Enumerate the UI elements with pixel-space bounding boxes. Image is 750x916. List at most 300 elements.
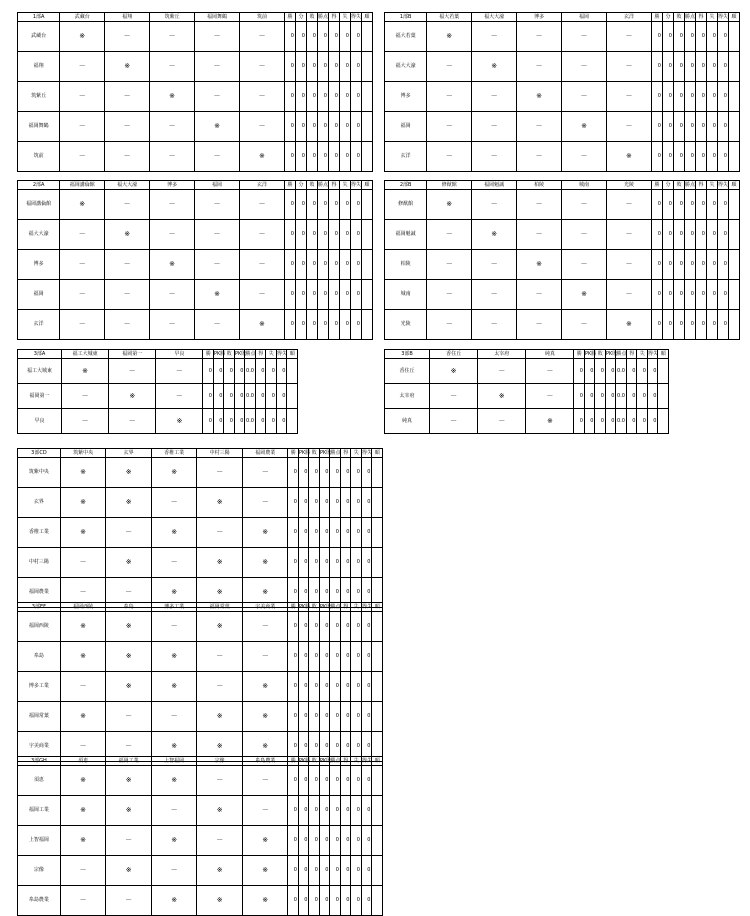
stat-cell: 0 <box>662 280 673 310</box>
stat-cell: 0 <box>684 310 695 340</box>
stat-cell: 0 <box>213 359 224 384</box>
stat-cell: 0 <box>309 796 320 826</box>
stat-cell: 0 <box>255 359 266 384</box>
match-cell: ※ <box>151 458 197 488</box>
match-cell: － <box>197 642 243 672</box>
stat-cell <box>361 280 372 310</box>
stat-cell: 0 <box>706 190 717 220</box>
match-cell: ※ <box>427 22 472 52</box>
match-cell: ※ <box>197 886 243 916</box>
stat-cell: 0 <box>284 190 295 220</box>
stat-cell: 0 <box>662 220 673 250</box>
standings-table-t3a <box>17 349 298 434</box>
match-cell: － <box>517 112 562 142</box>
table-row <box>18 142 373 172</box>
match-cell: ※ <box>151 886 197 916</box>
stat-cell: 0 <box>706 250 717 280</box>
match-cell: ※ <box>526 409 574 434</box>
stat-cell: 0.0 <box>245 359 256 384</box>
stat-cell: 0 <box>284 250 295 280</box>
team-row-label: 博多工業 <box>18 672 61 702</box>
match-cell: － <box>517 280 562 310</box>
match-cell: ※ <box>106 548 152 578</box>
stat-cell: 0 <box>203 384 214 409</box>
stat-cell <box>728 82 739 112</box>
stat-column-header: PK勝 <box>298 603 311 610</box>
stat-cell: 0 <box>306 142 317 172</box>
team-row-label: 光陵 <box>385 310 427 340</box>
team-column-header: 城南 <box>562 181 607 190</box>
match-cell: － <box>427 310 472 340</box>
match-cell: ※ <box>106 766 152 796</box>
stat-cell: 0 <box>340 856 351 886</box>
table-row <box>18 826 383 856</box>
team-column-header: 柏陵 <box>517 181 562 190</box>
stat-column-header: 敗 <box>309 449 320 458</box>
match-cell: － <box>427 142 472 172</box>
match-cell: ※ <box>430 359 478 384</box>
match-cell: － <box>197 458 243 488</box>
match-cell: － <box>195 52 240 82</box>
stat-cell: 0 <box>319 796 330 826</box>
table-row <box>385 112 740 142</box>
match-cell: － <box>109 409 156 434</box>
stat-cell: 0 <box>651 142 662 172</box>
match-cell: ※ <box>151 732 197 762</box>
stat-cell: 0 <box>351 766 362 796</box>
match-cell: － <box>151 548 197 578</box>
stat-cell <box>287 384 298 409</box>
stat-cell: 0 <box>319 548 330 578</box>
stat-cell: 0 <box>361 856 372 886</box>
match-cell: ※ <box>607 310 652 340</box>
match-cell: － <box>240 250 285 280</box>
stat-cell: 0 <box>673 310 684 340</box>
match-cell: － <box>517 190 562 220</box>
stat-cell <box>361 112 372 142</box>
team-column-header: 博多 <box>517 13 562 22</box>
stat-cell: 0 <box>330 612 341 642</box>
stat-cell: 0 <box>706 112 717 142</box>
stat-cell <box>361 190 372 220</box>
stat-cell: 0 <box>361 548 372 578</box>
match-cell: － <box>427 250 472 280</box>
team-row-label: 玄界 <box>18 488 61 518</box>
match-cell: ※ <box>60 488 106 518</box>
stat-cell <box>728 250 739 280</box>
team-column-header: 福岡農業 <box>242 449 288 458</box>
table-row <box>18 548 383 578</box>
stat-cell: 0 <box>319 612 330 642</box>
stat-cell: 0 <box>309 672 320 702</box>
table-row <box>385 250 740 280</box>
match-cell: － <box>240 112 285 142</box>
table-row <box>18 612 383 642</box>
stat-cell: 0 <box>234 384 245 409</box>
stat-cell: 0 <box>298 612 309 642</box>
team-column-header: 福岡 <box>562 13 607 22</box>
match-cell: － <box>427 82 472 112</box>
stat-column-header: 順 <box>728 181 739 190</box>
stat-column-header: 分 <box>662 13 673 22</box>
stat-cell: 0 <box>319 518 330 548</box>
stat-cell: 0.0 <box>616 409 627 434</box>
match-cell: ※ <box>242 518 288 548</box>
stat-cell: 0 <box>684 190 695 220</box>
team-row-label: 宗像 <box>18 856 61 886</box>
table-row <box>18 220 373 250</box>
stat-cell <box>372 612 383 642</box>
stat-column-header: 分 <box>662 181 673 190</box>
match-cell: － <box>427 52 472 82</box>
stat-column-header: 得 <box>695 181 706 190</box>
stat-cell: 0 <box>662 190 673 220</box>
table-row <box>385 142 740 172</box>
team-row-label: 上智福岡 <box>18 826 61 856</box>
match-cell: － <box>62 409 109 434</box>
match-cell: － <box>105 250 150 280</box>
team-row-label: 中村三陽 <box>18 548 61 578</box>
stat-cell: 0 <box>319 672 330 702</box>
match-cell: ※ <box>60 518 106 548</box>
stat-cell: 0 <box>317 250 328 280</box>
stat-cell: 0 <box>339 142 350 172</box>
stat-cell: 0 <box>684 22 695 52</box>
stat-column-header: 勝点 <box>684 181 695 188</box>
team-row-label: 福岡工業 <box>18 796 61 826</box>
team-row-label: 筑前 <box>18 142 60 172</box>
stat-column-header: 得失 <box>361 757 372 764</box>
stat-cell: 0 <box>284 220 295 250</box>
stat-column-header: 勝点 <box>317 13 328 20</box>
team-column-header: 福岡 <box>195 181 240 190</box>
match-cell: ※ <box>607 142 652 172</box>
match-cell: ※ <box>106 796 152 826</box>
team-row-label: 福岡魁誠 <box>385 220 427 250</box>
stat-cell: 0 <box>306 190 317 220</box>
stat-cell <box>361 52 372 82</box>
stat-cell: 0 <box>673 52 684 82</box>
stat-cell: 0 <box>224 384 235 409</box>
stat-cell: 0 <box>684 142 695 172</box>
stat-cell <box>372 642 383 672</box>
stat-cell: 0 <box>361 458 372 488</box>
stat-cell: 0 <box>351 702 362 732</box>
stat-cell: 0 <box>298 642 309 672</box>
stat-cell: 0 <box>266 409 277 434</box>
match-cell: － <box>151 796 197 826</box>
stat-cell: 0 <box>288 886 299 916</box>
stat-cell: 0 <box>295 22 306 52</box>
stat-cell: 0 <box>673 220 684 250</box>
match-cell: － <box>195 250 240 280</box>
stat-cell: 0 <box>351 488 362 518</box>
stat-cell: 0 <box>328 142 339 172</box>
stat-cell: 0 <box>295 82 306 112</box>
table-row <box>18 488 383 518</box>
stat-cell: 0 <box>361 488 372 518</box>
match-cell: － <box>109 359 156 384</box>
match-cell: － <box>60 310 105 340</box>
stat-column-header: 得 <box>340 603 351 612</box>
stat-cell: 0 <box>306 280 317 310</box>
stat-cell: 0 <box>351 672 362 702</box>
table-row <box>385 409 669 434</box>
match-cell: － <box>151 702 197 732</box>
stat-column-header: 失 <box>351 757 362 766</box>
match-cell: － <box>151 488 197 518</box>
match-cell: ※ <box>242 548 288 578</box>
stat-cell: 0 <box>328 112 339 142</box>
header-row <box>18 603 383 612</box>
stat-cell <box>372 518 383 548</box>
stat-cell: 0 <box>717 280 728 310</box>
header-row <box>18 449 383 458</box>
stat-cell: 0 <box>340 578 351 608</box>
stat-cell <box>361 310 372 340</box>
stat-cell: 0 <box>298 672 309 702</box>
stat-cell: 0 <box>317 112 328 142</box>
match-cell: ※ <box>151 766 197 796</box>
table-row <box>18 280 373 310</box>
match-cell: ※ <box>242 886 288 916</box>
stat-cell <box>372 766 383 796</box>
table-row <box>18 82 373 112</box>
match-cell: － <box>472 22 517 52</box>
stat-cell: 0 <box>637 359 648 384</box>
stat-cell: 0 <box>647 409 658 434</box>
stat-cell: 0 <box>605 359 616 384</box>
match-cell: ※ <box>151 518 197 548</box>
stat-cell: 0 <box>328 190 339 220</box>
match-cell: － <box>151 612 197 642</box>
division-label: 1部A <box>18 13 60 22</box>
team-row-label: 福大若葉 <box>385 22 427 52</box>
team-column-header: 糸島農業 <box>242 757 288 766</box>
table-row <box>18 250 373 280</box>
match-cell: － <box>472 280 517 310</box>
table-row <box>385 22 740 52</box>
match-cell: － <box>105 142 150 172</box>
stat-column-header: 勝 <box>288 757 299 766</box>
stat-column-header: 得失 <box>717 181 728 188</box>
table-row <box>18 112 373 142</box>
header-row <box>385 350 669 359</box>
match-cell: － <box>562 190 607 220</box>
stat-cell: 0 <box>288 732 299 762</box>
match-cell: ※ <box>478 384 526 409</box>
team-column-header: 福岡舞鶴 <box>195 13 240 22</box>
match-cell: － <box>240 82 285 112</box>
stat-cell <box>728 310 739 340</box>
stat-cell: 0 <box>306 310 317 340</box>
stat-cell: 0 <box>351 826 362 856</box>
table-row <box>385 52 740 82</box>
stat-cell: 0 <box>339 250 350 280</box>
team-column-header: 武蔵台 <box>60 13 105 22</box>
standings-table-t2a <box>17 180 373 340</box>
team-column-header: 須恵 <box>60 757 106 766</box>
match-cell: － <box>105 280 150 310</box>
stat-cell: 0 <box>673 142 684 172</box>
match-cell: － <box>60 112 105 142</box>
stat-cell: 0 <box>339 82 350 112</box>
stat-cell: 0 <box>330 672 341 702</box>
match-cell: － <box>472 112 517 142</box>
stat-cell: 0 <box>340 488 351 518</box>
stat-cell: 0 <box>695 190 706 220</box>
team-column-header: 玄洋 <box>240 181 285 190</box>
team-row-label: 福大大濠 <box>18 220 60 250</box>
stat-cell: 0 <box>330 796 341 826</box>
stat-cell: 0 <box>284 22 295 52</box>
stat-cell <box>728 52 739 82</box>
stat-column-header: 得失 <box>361 603 372 610</box>
team-column-header: 博多工業 <box>151 603 197 612</box>
stat-cell: 0 <box>339 190 350 220</box>
stat-cell: 0 <box>288 856 299 886</box>
stat-cell: 0 <box>350 310 361 340</box>
team-column-header: 玄洋 <box>607 13 652 22</box>
stat-cell: 0 <box>339 112 350 142</box>
stat-column-header: 敗 <box>595 350 606 359</box>
stat-cell: 0 <box>328 22 339 52</box>
team-row-label: 玄洋 <box>18 310 60 340</box>
stat-cell: 0 <box>319 886 330 916</box>
stat-cell: 0 <box>288 458 299 488</box>
stat-cell: 0 <box>309 612 320 642</box>
stat-cell: 0 <box>662 52 673 82</box>
stat-cell: 0 <box>595 409 606 434</box>
stat-cell: 0 <box>319 732 330 762</box>
match-cell: ※ <box>60 826 106 856</box>
stat-cell: 0 <box>695 52 706 82</box>
match-cell: ※ <box>60 642 106 672</box>
stat-cell: 0 <box>328 250 339 280</box>
team-row-label: 糸島農業 <box>18 886 61 916</box>
match-cell: － <box>105 82 150 112</box>
table-row <box>18 642 383 672</box>
match-cell: － <box>60 52 105 82</box>
stat-cell: 0 <box>330 766 341 796</box>
team-column-header: 福岡常葉 <box>197 603 243 612</box>
match-cell: ※ <box>106 642 152 672</box>
stat-cell: 0 <box>203 409 214 434</box>
table-row <box>18 796 383 826</box>
match-cell: ※ <box>427 190 472 220</box>
stat-cell: 0 <box>328 220 339 250</box>
stat-cell <box>372 856 383 886</box>
stat-column-header: PK勝 <box>213 350 226 357</box>
match-cell: － <box>105 310 150 340</box>
stat-cell: 0 <box>673 190 684 220</box>
table-row <box>18 409 298 434</box>
stat-cell <box>361 22 372 52</box>
stat-cell <box>728 142 739 172</box>
stat-cell: 0 <box>340 672 351 702</box>
team-column-header: 上智福岡 <box>151 757 197 766</box>
stat-cell: 0 <box>309 642 320 672</box>
stat-column-header: PK勝 <box>584 350 597 357</box>
stat-cell: 0 <box>309 732 320 762</box>
stat-column-header: 失 <box>637 350 648 359</box>
match-cell: ※ <box>156 409 203 434</box>
match-cell: － <box>151 856 197 886</box>
stat-cell: 0 <box>319 458 330 488</box>
stat-column-header: 失 <box>339 13 350 22</box>
table-row <box>18 458 383 488</box>
stat-cell: 0 <box>651 220 662 250</box>
team-column-header: 筑紫中央 <box>60 449 106 458</box>
table-row <box>18 856 383 886</box>
stat-cell: 0 <box>330 732 341 762</box>
match-cell: － <box>60 856 106 886</box>
stat-cell: 0 <box>288 518 299 548</box>
match-cell: － <box>150 280 195 310</box>
stat-cell: 0 <box>361 796 372 826</box>
stat-cell: 0 <box>298 886 309 916</box>
stat-cell: 0 <box>288 548 299 578</box>
match-cell: － <box>472 310 517 340</box>
stat-cell: 0 <box>328 82 339 112</box>
stat-cell: 0 <box>328 310 339 340</box>
match-cell: ※ <box>197 702 243 732</box>
team-row-label: 福大大濠 <box>385 52 427 82</box>
standings-table-t3ef <box>17 602 383 762</box>
match-cell: － <box>106 886 152 916</box>
match-cell: ※ <box>105 52 150 82</box>
stat-cell: 0 <box>295 142 306 172</box>
stat-cell: 0.0 <box>616 359 627 384</box>
stat-cell: 0 <box>361 518 372 548</box>
stat-column-header: 得 <box>340 757 351 766</box>
match-cell: － <box>478 359 526 384</box>
stat-cell: 0 <box>319 856 330 886</box>
match-cell: － <box>150 142 195 172</box>
division-label: 3部A <box>18 350 62 359</box>
team-column-header: 福岡第一 <box>109 350 156 359</box>
division-label: 2部A <box>18 181 60 190</box>
match-cell: ※ <box>472 52 517 82</box>
stat-cell: 0 <box>298 796 309 826</box>
team-column-header: 博多 <box>150 181 195 190</box>
stat-cell: 0 <box>351 518 362 548</box>
stat-cell: 0 <box>695 280 706 310</box>
stat-cell: 0 <box>351 458 362 488</box>
stat-column-header: 敗 <box>673 181 684 190</box>
stat-cell: 0 <box>266 384 277 409</box>
stat-cell: 0 <box>651 310 662 340</box>
stat-cell: 0 <box>695 112 706 142</box>
match-cell: － <box>150 112 195 142</box>
match-cell: － <box>242 796 288 826</box>
stat-column-header: 得 <box>340 449 351 458</box>
stat-cell: 0 <box>330 518 341 548</box>
team-row-label: 福岡舞鶴 <box>18 112 60 142</box>
team-column-header: 香椎工業 <box>151 449 197 458</box>
match-cell: － <box>106 518 152 548</box>
table-row <box>18 190 373 220</box>
stat-column-header: 得 <box>255 350 266 359</box>
match-cell: － <box>517 22 562 52</box>
stat-cell: 0 <box>637 409 648 434</box>
stat-cell: 0 <box>647 359 658 384</box>
match-cell: ※ <box>197 732 243 762</box>
stat-column-header: 勝点 <box>330 603 341 610</box>
match-cell: － <box>242 612 288 642</box>
match-cell: － <box>607 22 652 52</box>
match-cell: － <box>105 22 150 52</box>
